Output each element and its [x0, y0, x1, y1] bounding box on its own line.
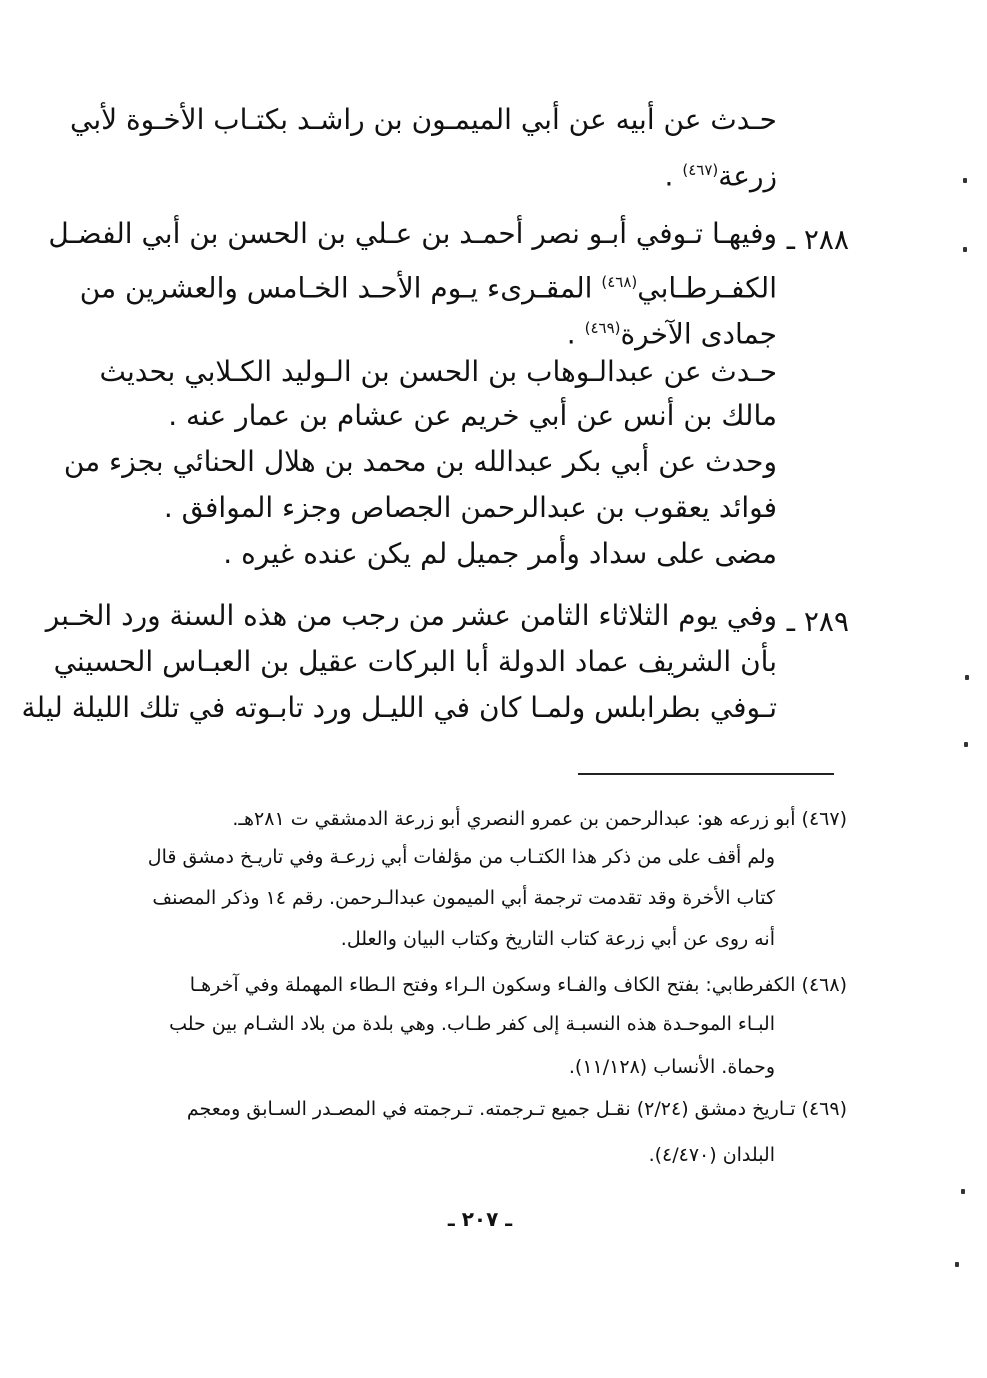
body-line [22, 686, 777, 730]
body-text: فوائد يعقوب بن عبدالرحمن الجصاص وجزء الموافق . [163, 491, 777, 524]
footnote-line: (٤٦٧) أبو زرعه هو: عبدالرحمن بن عمرو النصري أبو زرعة الدمشقي ت ٢٨١هـ. [232, 808, 847, 830]
body-line [70, 98, 777, 142]
body-line [168, 394, 777, 438]
body-text: حـدث عن عبدالـوهاب بن الحسن بن الـوليد الكـلابي بحديث [99, 355, 777, 388]
body-text: مالك بن أنس عن أبي خريم عن عشام بن عمار عنه . [168, 399, 777, 432]
body-line [80, 260, 777, 310]
footnote-line: أنه روى عن أبي زرعة كتاب التاريخ وكتاب البيان والعلل. [340, 928, 775, 950]
scan-speck [955, 1262, 959, 1267]
entry-number: ٢٨٩ ـ [786, 605, 849, 638]
footnote-line: كتاب الأخرة وقد تقدمت ترجمة أبي الميمون عبدالـرحمن. رقم ١٤ وذكر المصنف [152, 887, 775, 909]
body-text: . [566, 317, 576, 351]
body-text: زرعة [718, 159, 777, 193]
scan-speck [961, 1189, 965, 1194]
footnote-line: البـاء الموحـدة هذه النسبـة إلى كفر طـاب. وهي بلدة من بلاد الشـام بين حلب [169, 1013, 775, 1035]
scan-speck [964, 742, 968, 747]
scan-speck [963, 178, 967, 183]
body-text: وفي يوم الثلاثاء الثامن عشر من رجب من هذه السنة ورد الخـبر [45, 599, 777, 632]
footnote-line: (٤٦٨) الكفرطابي: بفتح الكاف والفـاء وسكون الـراء وفتح الـطاء المهملة وفي آخرهـا [189, 974, 847, 996]
footnote-reference: (٤٦٨) [601, 273, 638, 291]
body-text: المقـرىء يـوم الأحـد الخـامس والعشرين من [79, 271, 593, 305]
page-number: ـ ٢٠٧ ـ [447, 1207, 513, 1231]
body-text: الكفـرطـابي [637, 271, 777, 305]
body-line [64, 440, 777, 484]
scan-speck [963, 247, 967, 252]
footnote-line: (٤٦٩) تـاريخ دمشق (٢/٢٤) نقـل جميع تـرجمته. تـرجمته في المصـدر السـابق ومعجم [186, 1098, 847, 1120]
body-text: حـدث عن أبيه عن أبي الميمـون بن راشـد بكتـاب الأخـوة لأبي [70, 103, 777, 136]
body-line [46, 594, 777, 638]
body-line [223, 532, 777, 576]
body-text: بأن الشريف عماد الدولة أبا البركات عقيل بن العبـاس الحسيني [53, 645, 777, 678]
body-line [665, 148, 777, 198]
body-line [48, 212, 777, 256]
scan-speck [965, 675, 969, 680]
body-line [54, 640, 777, 684]
body-text: جمادى الآخرة [620, 317, 777, 351]
entry-number: ٢٨٨ ـ [786, 223, 849, 256]
footnote-reference: (٤٦٧) [682, 161, 719, 179]
body-text: وحدث عن أبي بكر عبدالله بن محمد بن هلال الحنائي بجزء من [63, 445, 777, 478]
body-text: تـوفي بطرابلس ولمـا كان في الليـل ورد تابـوته في تلك الليلة ليلة [21, 691, 777, 724]
footnote-separator [578, 773, 834, 775]
footnote-line: ولم أقف على من ذكر هذا الكتـاب من مؤلفات أبي زرعـة وفي تاريـخ دمشق قال [147, 846, 775, 868]
body-text: مضى على سداد وأمر جميل لم يكن عنده غيره . [223, 537, 777, 570]
footnote-reference: (٤٦٩) [584, 319, 621, 337]
footnote-line: وحماة. الأنساب (١١/١٢٨). [568, 1056, 775, 1078]
body-text: وفيهـا تـوفي أبـو نصر أحمـد بن عـلي بن الحسن بن أبي الفضـل [48, 217, 777, 250]
footnote-line: البلدان (٤/٤٧٠). [648, 1144, 775, 1166]
body-line [164, 486, 777, 530]
body-line [100, 350, 778, 394]
body-text: . [664, 159, 674, 193]
body-line [567, 306, 777, 356]
